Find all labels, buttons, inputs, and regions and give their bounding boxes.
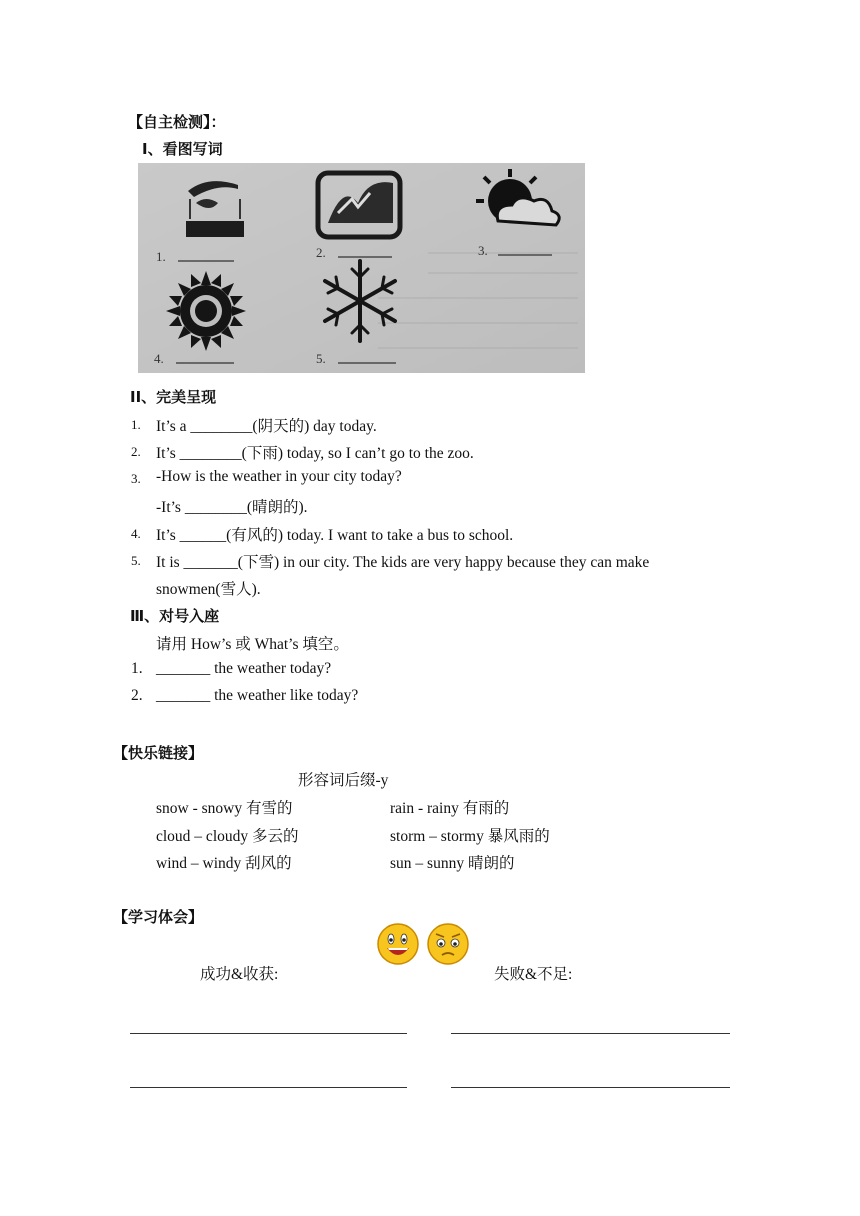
failure-label: 失败&不足: [494, 966, 573, 983]
instruction-text: 请用 How’s 或 What’s 填空。 [156, 636, 349, 653]
section-title-perfect-present: II、完美呈现 [130, 388, 217, 406]
exercise-sentence: -It’s ________(晴朗的). [156, 499, 308, 516]
item-number: 2. [131, 444, 141, 459]
exercise-sentence: _______ the weather today? [156, 660, 332, 677]
exercise-sentence: It’s ________(下雨) today, so I can’t go to the zoo. [156, 445, 474, 462]
exercise-sentence: snowmen(雪人). [156, 581, 261, 598]
suffix-subtitle: 形容词后缀-y [298, 772, 389, 789]
item-number: 1. [131, 660, 143, 677]
section-title-match: Ⅲ、对号入座 [130, 607, 220, 625]
weather-pictures [138, 163, 585, 373]
word-pair: storm – stormy 暴风雨的 [390, 828, 550, 845]
word-pair: rain - rainy 有雨的 [390, 800, 510, 817]
item-number: 1. [131, 417, 141, 432]
word-pair: cloud – cloudy 多云的 [156, 828, 299, 845]
picture-label-5: 5. [316, 351, 326, 366]
exercise-sentence: -How is the weather in your city today? [156, 468, 402, 485]
word-pair: sun – sunny 晴朗的 [390, 855, 515, 872]
success-write-line[interactable] [130, 1087, 407, 1088]
success-label: 成功&收获: [200, 966, 279, 983]
exercise-sentence: It’s ______(有风的) today. I want to take a bus to school. [156, 527, 514, 544]
picture-label-4: 4. [154, 351, 164, 366]
failure-write-line[interactable] [451, 1033, 730, 1034]
section-subtitle-picture-words: Ⅰ、看图写词 [142, 140, 223, 158]
success-write-line[interactable] [130, 1033, 407, 1034]
section-title-reflection: 【学习体会】 [113, 908, 204, 926]
picture-label-2: 2. [316, 245, 326, 260]
exercise-sentence: It’s a ________(阴天的) day today. [156, 418, 377, 435]
item-number: 2. [131, 687, 143, 704]
item-number: 3. [131, 471, 141, 486]
word-pair: snow - snowy 有雪的 [156, 800, 293, 817]
sun-icon [166, 271, 246, 351]
section-title-happy-link: 【快乐链接】 [113, 744, 204, 762]
exercise-sentence: _______ the weather like today? [156, 687, 359, 704]
sad-face-icon [426, 922, 470, 966]
happy-face-icon [376, 922, 420, 966]
exercise-sentence: It is _______(下雪) in our city. The kids are very happy because they can make [156, 554, 650, 571]
word-pair: wind – windy 刮风的 [156, 855, 292, 872]
section-title-self-check: 【自主检测】： [128, 113, 226, 131]
failure-write-line[interactable] [451, 1087, 730, 1088]
picture-label-1: 1. [156, 249, 166, 264]
item-number: 5. [131, 553, 141, 568]
item-number: 4. [131, 526, 141, 541]
picture-label-3: 3. [478, 243, 488, 258]
